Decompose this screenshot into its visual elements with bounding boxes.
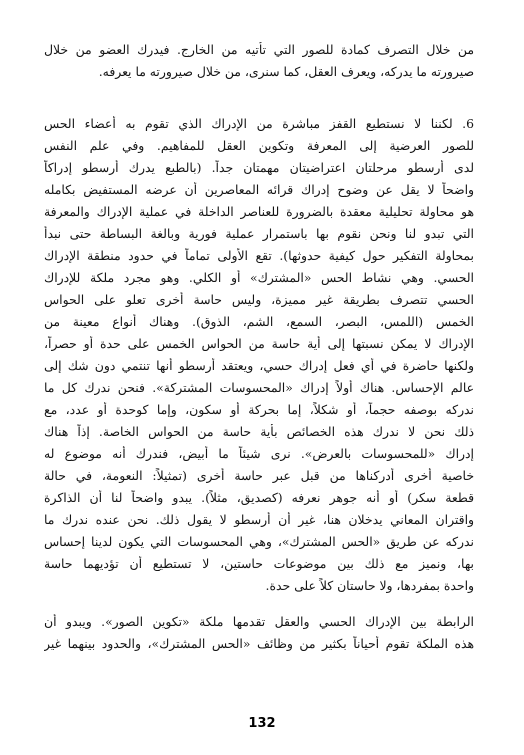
text-line: ولكنها حاضرة في أي فعل إدراك حسي، ويعتقد أرسطو أنها تنتمي دون شك إلى [44,358,474,373]
text-line: الحسي. وهي نشاط الحس «المشترك» أو الكلي. وهو مجرد ملكة للإدراك [44,270,474,285]
text-line: الإدراك لا يمكن نسبتها إلى أية حاسة من الحواس الخمس على حدة أو حصراً، [44,336,474,351]
text-line: لدى أرسطو مرحلتان اعتراضيتان مهمتان جداً. (بالطبع يدرك أرسطو إدراكاً [44,160,474,175]
text-line: من خلال التصرف كمادة للصور التي تأتيه من الخارج. فيدرك العضو من خلال [44,42,474,57]
text-line: ندركه عن طريق «الحس المشترك»، وهي المحسوسات التي يكون لدينا إحساس [44,534,474,549]
text-line: هو محاولة تحليلية معقدة بالضرورة للعناصر الداخلة في عملية الإدراك والمعرفة [44,204,474,219]
text-line: التي تبدو لنا ونحن نقوم بها باستمرار عملية فورية وبالغة البساطة حتى نبدأ [44,226,474,241]
text-line: هذه الملكة تقوم أحياناً بكثير من وظائف «الحس المشترك»، والحدود بينهما غير [44,636,474,651]
text-line: الرابطة بين الإدراك الحسي والعقل تقدمها ملكة «تكوين الصور». ويبدو أن [44,614,474,629]
text-line: واقتران المعاني يدخلان هنا، غير أن أرسطو لا يقول ذلك. نحن عنده ندرك ما [44,512,474,527]
text-line: للصور العرضية إلى المعرفة وتكوين العقل للمفاهيم. وفي علم النفس [44,138,474,153]
text-line: 6. لكننا لا نستطيع القفز مباشرة من الإدراك الذي تقوم به أعضاء الحس [44,116,474,131]
text-line: بها، ونميز مع ذلك بين موضوعات حاستين، لا تستطيع أن تؤديهما حاسة [44,556,474,571]
text-line: خاصية أخرى أدركناها من قبل عبر حاسة أخرى (تمثيلاً: النعومة، في حالة [44,468,474,483]
text-line: واحدة بمفردها، ولا حاستان كلاً على حدة. [265,578,474,593]
text-line: عالم الإحساس. هناك أولاً إدراك «المحسوسات المشتركة». فنحن ندرك كل ما [44,380,474,395]
text-line: ندركه بوصفه حجماً، أو شكلاً، إما بحركة أو سكون، وإما كوحدة أو عدد، مع [44,402,474,417]
page-number: 132 [248,716,276,731]
text-line: ذلك نحن لا ندرك هذه الخصائص بأية حاسة من الحواس الخاصة. إذاً هناك [44,424,474,439]
text-line: صيرورته ما يدركه، ويعرف العقل، كما سنرى، من خلال صيرورته ما يعرفه. [98,64,474,79]
text-line: بمحاولة التفكير حول كيفية حدوثها). تقع الأولى تماماً في حدود منطقة الإدراك [44,248,474,263]
text-line: الحسي تتصرف بطريقة غير مميزة، وليس حاسة أخرى تعلو على الحواس [44,292,474,307]
text-line: الخمس (اللمس، البصر، السمع، الشم، الذوق). وهناك أنواع معينة من [44,314,474,329]
text-line: واضحاً لا يقل عن وضوح إدراك قرائه المعاصرين أن عرضه المستفيض بكامله [44,182,474,197]
text-line: إدراك «للمحسوسات بالعرض». نرى شيئاً ما أبيض، فندرك أنه موضوع له [44,446,474,461]
text-line: قطعة سكر) أو أنه جوهر نعرفه (كصديق، مثلاً). يبدو واضحاً لنا أن الذاكرة [44,490,474,505]
